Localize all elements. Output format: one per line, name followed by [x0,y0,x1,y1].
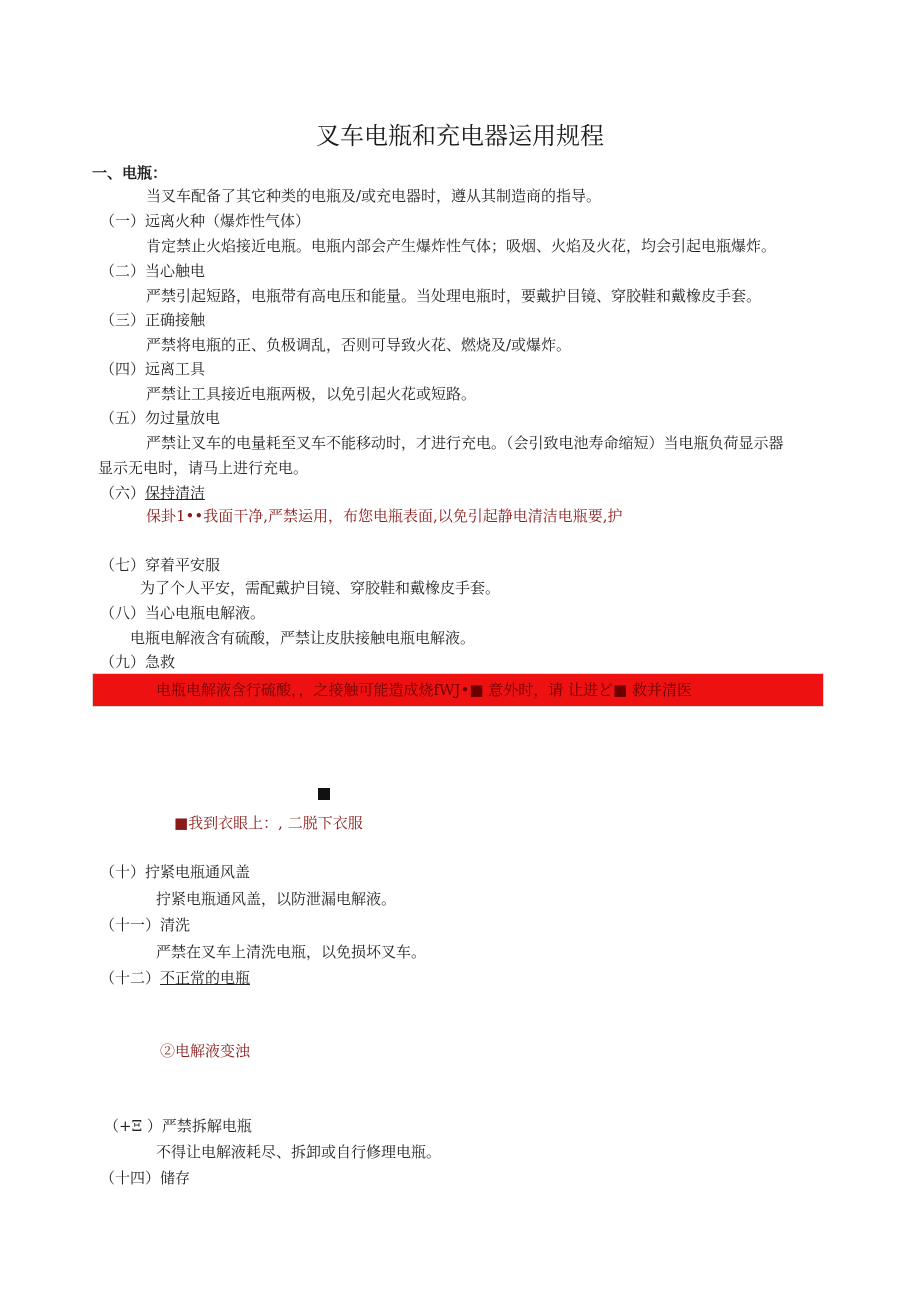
item-4-label: （四）远离工具 [100,360,206,378]
item-13-text: 不得让电解液耗尽、拆卸或自行修理电瓶。 [156,1143,442,1161]
item-3-label: （三）正确接触 [100,311,206,329]
item-7-text: 为了个人平安，需配戴护目镜、穿胶鞋和戴橡皮手套。 [140,579,501,597]
item-2-text: 严禁引起短路，电瓶带有高电压和能量。当处理电瓶时，要戴护目镜、穿胶鞋和戴橡皮手套。 [146,287,762,305]
item-9-text: 电瓶电解液含行硫酸，，之接触可能造成烧fWJ•■ 意外时，请 让进ど■ 救并清医 [156,681,692,699]
item-5-label: （五）勿过量放电 [100,409,221,427]
item-11-text: 严禁在叉车上清洗电瓶，以免损坏叉车。 [156,943,427,961]
item-14-label: （十四）储存 [100,1169,191,1187]
item-12-label [100,968,250,988]
section-heading-battery: 一、电瓶： [92,164,168,182]
item-6-text: 保卦1••我面干净,严禁运用，布您电瓶表面,以免引起静电清洁电瓶要,护 [146,507,623,525]
item-5-text: 严禁让叉车的电量耗至叉车不能移动时，才进行充电。（会引致电池寿命缩短）当电瓶负荷显示器 [146,434,784,452]
item-6-label-prefix: （六） [100,484,146,502]
item-8-label: （八）当心电瓶电解液。 [100,604,266,622]
item-1-text: 肯定禁止火焰接近电瓶。电瓶内部会产生爆炸性气体；吸烟、火焰及火花，均会引起电瓶爆炸。 [146,237,777,255]
item-10-text: 拧紧电瓶通风盖，以防泄漏电解液。 [156,890,397,908]
item-11-label: （十一）清洗 [100,916,191,934]
item-9-label: （九）急救 [100,653,176,671]
item-6-label-underlined: 保持清洁 [145,484,206,502]
item-5-text-cont: 显示无电时，请马上进行充电。 [98,459,309,477]
eye-contact-note: ■我到衣眼上：, 二脱下衣服 [174,814,363,832]
item-2-label: （二）当心触电 [100,262,206,280]
item-12-label-underlined: 不正常的电瓶 [160,969,251,987]
black-square-mark [318,788,330,800]
item-6-label [100,483,205,503]
item-12-label-prefix: （十二） [100,969,161,987]
intro-text: 当叉车配备了其它种类的电瓶及/或充电器时，遵从其制造商的指导。 [146,187,602,205]
item-1-label: （一）远离火种（爆炸性气体） [100,212,311,230]
item-7-label: （七）穿着平安服 [100,556,221,574]
page-title: 叉车电瓶和充电器运用规程 [316,122,604,150]
item-10-label: （十）拧紧电瓶通风盖 [100,863,251,881]
item-4-text: 严禁让工具接近电瓶两极，以免引起火花或短路。 [146,385,477,403]
item-12-text: ②电解液变浊 [160,1042,251,1060]
item-3-text: 严禁将电瓶的正、负极调乱，否则可导致火花、燃烧及/或爆炸。 [146,336,572,354]
item-13-label: （+Ξ ）严禁拆解电瓶 [104,1117,252,1135]
item-8-text: 电瓶电解液含有硫酸，严禁让皮肤接触电瓶电解液。 [130,629,476,647]
